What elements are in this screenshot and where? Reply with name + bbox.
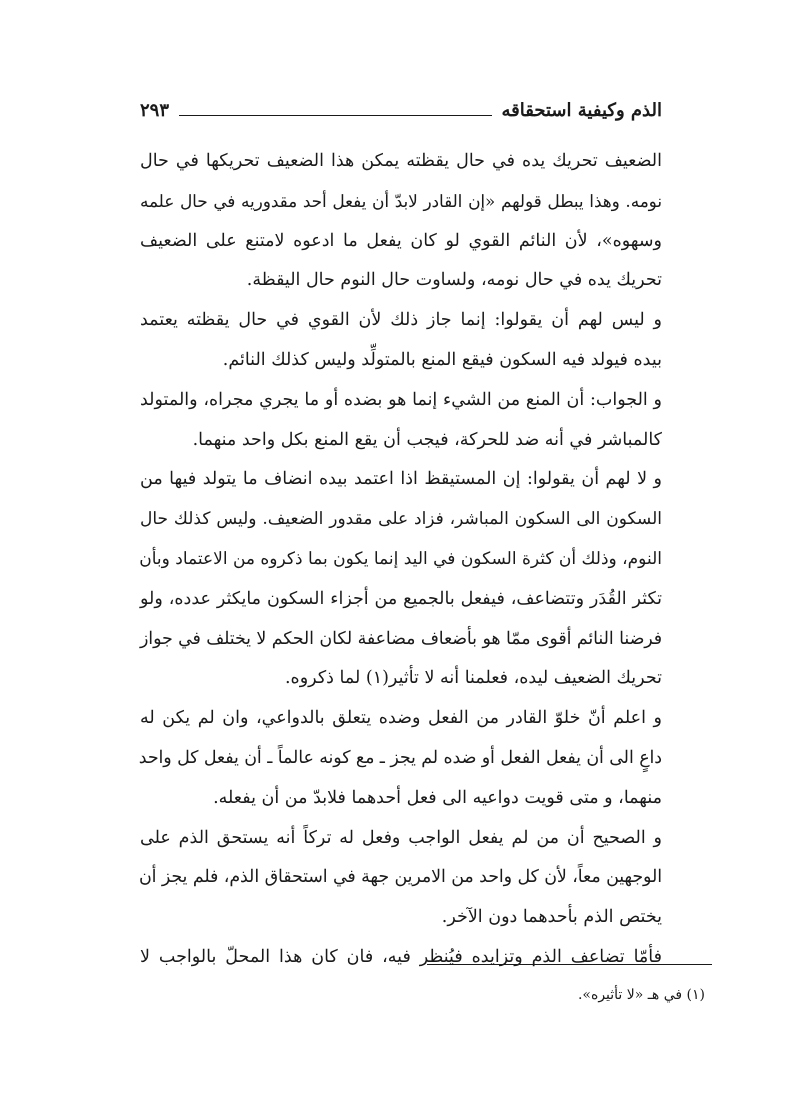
header-rule: [179, 115, 492, 116]
text-line: و اعلم أنّ خلوّ القادر من الفعل وضده يتعلق بالدواعي، وان لم يكن له: [140, 708, 662, 729]
text-line: تحريك يده في حال نومه، ولساوت حال النوم حال اليقظة.: [246, 270, 662, 291]
chapter-title: الذم وكيفية استحقاقه: [501, 100, 662, 121]
text-line: و ليس لهم أن يقولوا: إنما جاز ذلك لأن القوي في حال يقظته يعتمد: [140, 310, 662, 331]
main-text: [140, 142, 662, 978]
text-line: داعٍ الى أن يفعل الفعل أو ضده لم يجز ـ مع كونه عالماً ـ أن يفعل كل واحد: [138, 747, 662, 768]
text-line: السكون الى السكون المباشر، فزاد على مقدور الضعيف. وليس كذلك حال: [140, 509, 662, 530]
text-line: بيده فيولد فيه السكون فيقع المنع بالمتولِّد وليس كذلك النائم.: [222, 349, 662, 370]
page-number: ٢٩٣: [140, 100, 170, 121]
text-line: تحريك الضعيف ليده، فعلمنا أنه لا تأثير(١) لما ذكروه.: [284, 668, 662, 689]
text-line: نومه. وهذا يبطل قولهم «إن القادر لابدّ أن يفعل أحد مقدوريه في حال علمه: [140, 190, 662, 211]
text-line: و لا لهم أن يقولوا: إن المستيقظ اذا اعتمد بيده انضاف ما يتولد فيها من: [140, 469, 662, 490]
text-line: النوم، وذلك أن كثرة السكون في اليد إنما يكون بما ذكروه من الاعتماد وبأن: [139, 548, 662, 569]
text-line: الضعيف تحريك يده في حال يقظته يمكن هذا الضعيف تحريكها في حال: [140, 151, 662, 171]
text-line: تكثر القُدَر وتتضاعف، فيفعل بالجميع من أجزاء السكون مايكثر عدده، ولو: [140, 588, 662, 609]
text-line: الوجهين معاً، لأن كل واحد من الامرين جهة في استحقاق الذم، فلم يجز أن: [138, 867, 662, 888]
footnote-rule: [427, 964, 712, 965]
running-header: [140, 92, 662, 122]
text-line: فرضنا النائم أقوى ممّا هو بأضعاف مضاعفة لكان الحكم لا يختلف في جواز: [139, 628, 662, 649]
text-line: كالمباشر في أنه ضد للحركة، فيجب أن يقع المنع بكل واحد منهما.: [192, 429, 662, 450]
text-line: وسهوه»، لأن النائم القوي لو كان يفعل ما ادعوه لامتنع على الضعيف: [140, 230, 662, 251]
text-line: فأمّا تضاعف الذم وتزايده فيُنظر فيه، فان كان هذا المحلّ بالواجب لا: [140, 946, 662, 967]
footnote: (١) في هـ «لا تأثيره».: [577, 987, 705, 1003]
text-line: منهما، و متى قويت دواعيه الى فعل أحدهما فلابدّ من أن يفعله.: [213, 787, 662, 808]
text-line: و الجواب: أن المنع من الشيء إنما هو بضده أو ما يجري مجراه، والمتولد: [140, 389, 662, 410]
text-line: و الصحيح أن من لم يفعل الواجب وفعل له تركاً أنه يستحق الذم على: [140, 827, 662, 848]
text-line: يختص الذم بأحدهما دون الآخر.: [441, 907, 662, 928]
